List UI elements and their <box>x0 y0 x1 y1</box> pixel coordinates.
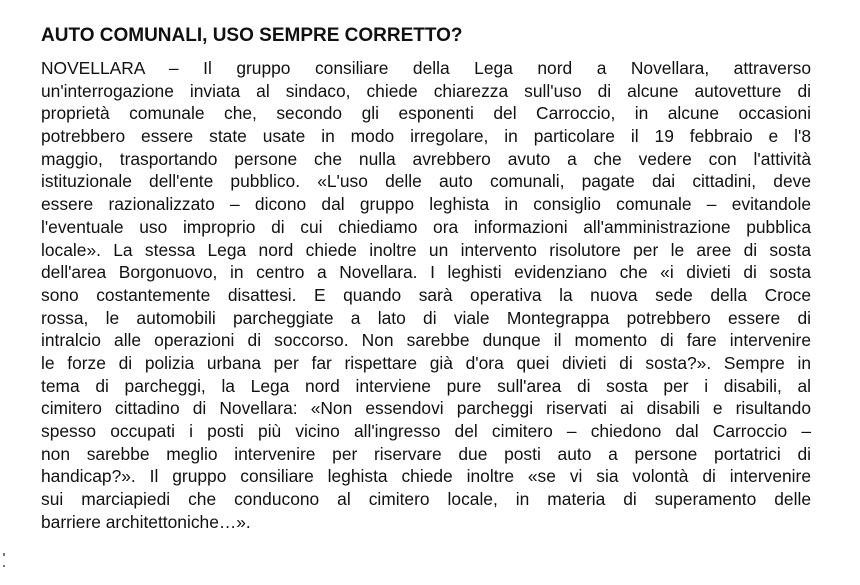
article-body <box>41 57 811 533</box>
article-line: proprietà comunale che, secondo gli esponenti del Carroccio, in alcune occasioni <box>41 103 811 124</box>
article-line: intralcio alle operazioni di soccorso. Non sarebbe dunque il momento di fare intervenire <box>41 330 811 351</box>
scan-edge-mark <box>3 565 5 567</box>
article-line: rossa, le automobili parcheggiate a lato di viale Montegrappa potrebbero essere di <box>41 307 811 328</box>
article-line: non sarebbe meglio intervenire per riservare due posti auto a persone portatrici di <box>41 443 811 464</box>
article-line: l'eventuale uso improprio di cui chiediamo ora informazioni all'amministrazione pubblica <box>41 216 811 237</box>
article-line: locale». La stessa Lega nord chiede inoltre un intervento risolutore per le aree di sosta <box>41 239 811 260</box>
article-title: AUTO COMUNALI, USO SEMPRE CORRETTO? <box>41 25 463 46</box>
article-line: essere razionalizzato – dicono dal gruppo leghista in consiglio comunale – evitandole <box>41 194 811 215</box>
article-line: tema di parcheggi, la Lega nord interviene pure sull'area di sosta per i disabili, al <box>41 375 811 396</box>
article-line: le forze di polizia urbana per far rispettare già d'ora quei divieti di sosta?». Sempre in <box>41 352 811 373</box>
article-line: istituzionale dell'ente pubblico. «L'uso delle auto comunali, pagate dai cittadini, deve <box>41 171 811 192</box>
article-line: maggio, trasportando persone che nulla avrebbero avuto a che vedere con l'attività <box>41 148 811 169</box>
article-line: dell'area Borgonuovo, in centro a Novellara. I leghisti evidenziano che «i divieti di sosta <box>41 262 811 283</box>
article-line: sono costantemente disattesi. E quando sarà operativa la nuova sede della Croce <box>41 284 811 305</box>
article-line: potrebbero essere state usate in modo irregolare, in particolare il 19 febbraio e l'8 <box>41 126 811 147</box>
article-line: spesso occupati i posti più vicino all'ingresso del cimitero – chiedono dal Carroccio – <box>41 421 811 441</box>
article-line: cimitero cittadino di Novellara: «Non essendovi parcheggi riservati ai disabili e risultando <box>41 398 811 419</box>
article-line: un'interrogazione inviata al sindaco, chiede chiarezza sull'uso di alcune autovetture di <box>41 80 811 101</box>
article-line: sui marciapiedi che conducono al cimitero locale, in materia di superamento delle <box>41 489 811 510</box>
article-line: NOVELLARA – Il gruppo consiliare della Lega nord a Novellara, attraverso <box>41 58 811 78</box>
article-line: handicap?». Il gruppo consiliare leghista chiede inoltre «se vi sia volontà di intervenire <box>41 466 811 487</box>
article-line-last: barriere architettoniche…». <box>41 511 251 532</box>
scan-edge-mark <box>3 553 5 556</box>
